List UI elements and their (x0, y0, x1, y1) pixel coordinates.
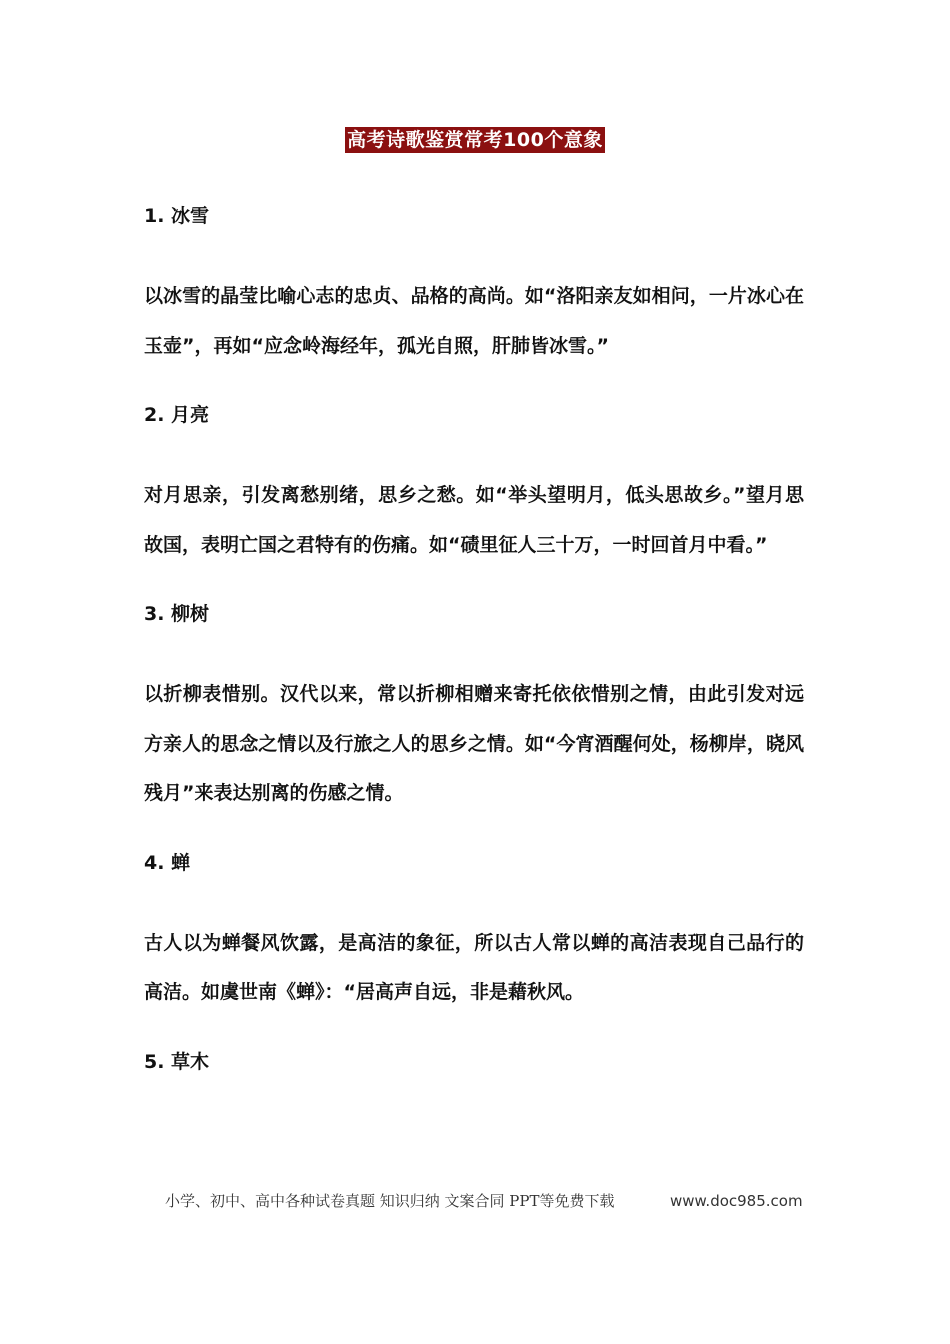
section-paragraph-willow: 以折柳表惜别。汉代以来，常以折柳相赠来寄托依依惜别之情，由此引发对远方亲人的思念之情以及行旅之人的思乡之情。如“今宵酒醒何处，杨柳岸，晓风残月”来表达别离的伤感之情。 (144, 683, 804, 804)
section-heading-ice-snow: 1. 冰雪 (144, 205, 210, 227)
section-paragraph-cicada: 古人以为蝉餐风饮露，是高洁的象征，所以古人常以蝉的高洁表现自己品行的高洁。如虞世南《蝉》：“居高声自远，非是藉秋风。 (144, 931, 804, 1003)
footer-text: 小学、初中、高中各种试卷真题 知识归纳 文案合同 PPT等免费下载 (165, 1192, 615, 1210)
footer-url[interactable]: www.doc985.com (670, 1192, 803, 1210)
document-body (144, 196, 804, 1118)
section-paragraph-ice-snow: 以冰雪的晶莹比喻心志的忠贞、品格的高尚。如“洛阳亲友如相问，一片冰心在玉壶”，再如“应念岭海经年，孤光自照，肝肺皆冰雪。” (144, 285, 804, 357)
section-heading-willow: 3. 柳树 (144, 603, 210, 625)
section-heading-grass-trees: 5. 草木 (144, 1050, 210, 1073)
section-paragraph-moon: 对月思亲，引发离愁别绪，思乡之愁。如“举头望明月，低头思故乡。”望月思故国，表明亡国之君特有的伤痛。如“碛里征人三十万，一时回首月中看。” (144, 484, 804, 556)
title-container (0, 127, 950, 153)
section-heading-moon: 2. 月亮 (144, 404, 210, 426)
document-title: 高考诗歌鉴赏常考100个意象 (347, 129, 603, 151)
section-heading-cicada: 4. 蝉 (144, 851, 191, 874)
